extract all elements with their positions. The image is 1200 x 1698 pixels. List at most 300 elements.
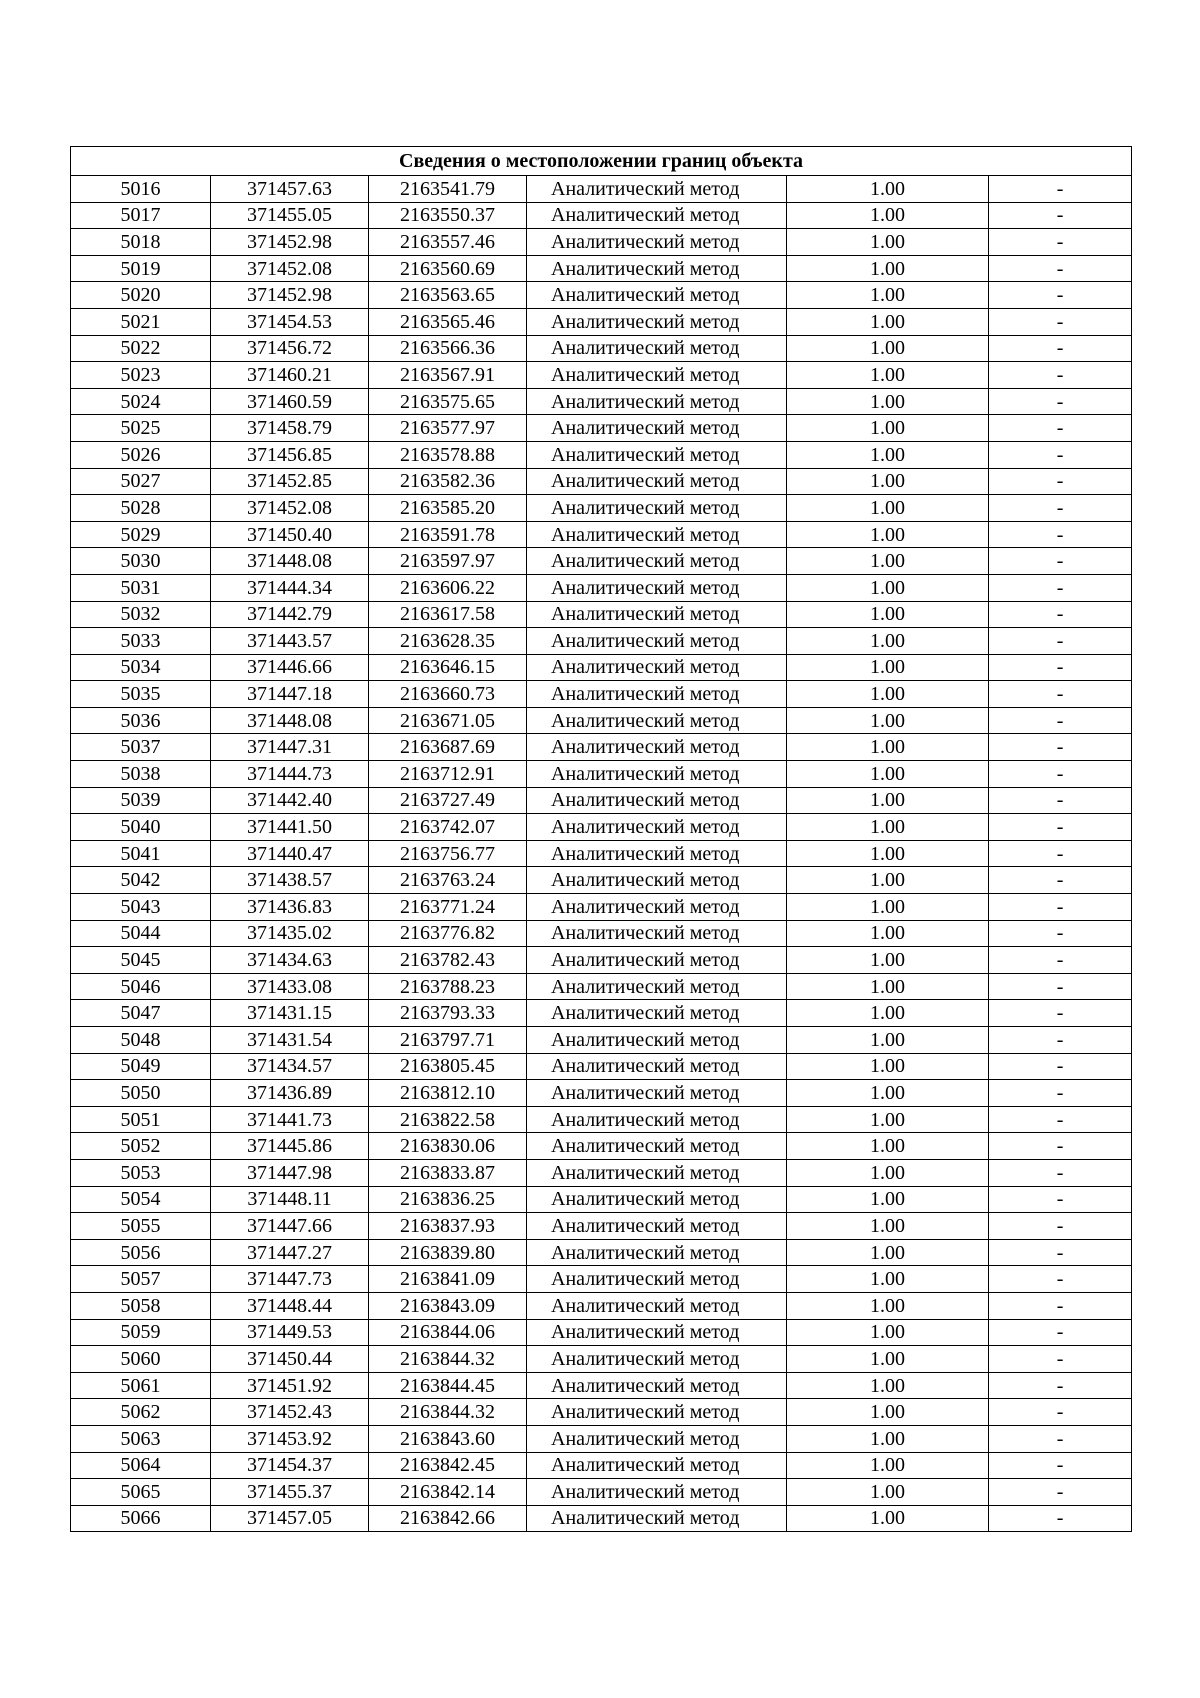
cell-method: Аналитический метод [527,1159,787,1186]
cell-y-coordinate: 2163560.69 [369,255,527,282]
cell-accuracy: 1.00 [787,840,989,867]
table-row [71,308,1132,335]
cell-accuracy: 1.00 [787,1372,989,1399]
cell-method: Аналитический метод [527,654,787,681]
cell-description: - [989,574,1132,601]
cell-y-coordinate: 2163812.10 [369,1080,527,1107]
cell-description: - [989,308,1132,335]
cell-x-coordinate: 371447.31 [211,734,369,761]
cell-method: Аналитический метод [527,574,787,601]
cell-x-coordinate: 371435.02 [211,920,369,947]
cell-point-number: 5028 [71,495,211,522]
cell-point-number: 5016 [71,176,211,203]
cell-description: - [989,1346,1132,1373]
cell-method: Аналитический метод [527,441,787,468]
cell-method: Аналитический метод [527,521,787,548]
cell-accuracy: 1.00 [787,176,989,203]
table-row [71,1319,1132,1346]
cell-point-number: 5056 [71,1239,211,1266]
cell-x-coordinate: 371446.66 [211,654,369,681]
table-row [71,867,1132,894]
cell-method: Аналитический метод [527,1505,787,1532]
table-row [71,1399,1132,1426]
cell-x-coordinate: 371460.59 [211,388,369,415]
table-row [71,1346,1132,1373]
cell-y-coordinate: 2163830.06 [369,1133,527,1160]
table-row [71,1000,1132,1027]
cell-accuracy: 1.00 [787,1159,989,1186]
cell-point-number: 5057 [71,1266,211,1293]
cell-y-coordinate: 2163844.45 [369,1372,527,1399]
cell-accuracy: 1.00 [787,362,989,389]
cell-y-coordinate: 2163557.46 [369,229,527,256]
cell-x-coordinate: 371456.85 [211,441,369,468]
cell-x-coordinate: 371433.08 [211,973,369,1000]
cell-x-coordinate: 371444.73 [211,761,369,788]
cell-method: Аналитический метод [527,229,787,256]
cell-point-number: 5045 [71,947,211,974]
cell-point-number: 5034 [71,654,211,681]
cell-method: Аналитический метод [527,1239,787,1266]
table-row [71,1239,1132,1266]
cell-method: Аналитический метод [527,1425,787,1452]
cell-y-coordinate: 2163712.91 [369,761,527,788]
cell-x-coordinate: 371443.57 [211,628,369,655]
table-row [71,255,1132,282]
cell-method: Аналитический метод [527,734,787,761]
cell-point-number: 5025 [71,415,211,442]
cell-description: - [989,202,1132,229]
cell-accuracy: 1.00 [787,1080,989,1107]
cell-description: - [989,734,1132,761]
table-body [71,147,1132,1532]
cell-method: Аналитический метод [527,1133,787,1160]
cell-point-number: 5046 [71,973,211,1000]
cell-y-coordinate: 2163660.73 [369,681,527,708]
cell-x-coordinate: 371438.57 [211,867,369,894]
cell-x-coordinate: 371454.53 [211,308,369,335]
cell-y-coordinate: 2163843.60 [369,1425,527,1452]
table-row [71,415,1132,442]
cell-method: Аналитический метод [527,495,787,522]
cell-accuracy: 1.00 [787,1053,989,1080]
cell-accuracy: 1.00 [787,973,989,1000]
cell-method: Аналитический метод [527,335,787,362]
cell-point-number: 5060 [71,1346,211,1373]
cell-accuracy: 1.00 [787,1027,989,1054]
cell-description: - [989,1425,1132,1452]
cell-x-coordinate: 371452.08 [211,255,369,282]
cell-accuracy: 1.00 [787,495,989,522]
cell-accuracy: 1.00 [787,787,989,814]
cell-y-coordinate: 2163837.93 [369,1213,527,1240]
table-row [71,1213,1132,1240]
cell-y-coordinate: 2163742.07 [369,814,527,841]
cell-accuracy: 1.00 [787,388,989,415]
cell-description: - [989,814,1132,841]
table-row [71,1133,1132,1160]
cell-method: Аналитический метод [527,1372,787,1399]
cell-point-number: 5064 [71,1452,211,1479]
cell-point-number: 5036 [71,707,211,734]
cell-method: Аналитический метод [527,920,787,947]
cell-method: Аналитический метод [527,707,787,734]
cell-description: - [989,1027,1132,1054]
cell-method: Аналитический метод [527,1452,787,1479]
cell-accuracy: 1.00 [787,229,989,256]
cell-accuracy: 1.00 [787,548,989,575]
cell-y-coordinate: 2163606.22 [369,574,527,601]
cell-method: Аналитический метод [527,388,787,415]
cell-accuracy: 1.00 [787,441,989,468]
cell-accuracy: 1.00 [787,1425,989,1452]
cell-description: - [989,1479,1132,1506]
cell-y-coordinate: 2163628.35 [369,628,527,655]
cell-y-coordinate: 2163575.65 [369,388,527,415]
cell-x-coordinate: 371431.54 [211,1027,369,1054]
cell-description: - [989,1239,1132,1266]
cell-y-coordinate: 2163566.36 [369,335,527,362]
cell-x-coordinate: 371447.27 [211,1239,369,1266]
table-row [71,548,1132,575]
cell-x-coordinate: 371452.08 [211,495,369,522]
cell-x-coordinate: 371452.98 [211,282,369,309]
cell-method: Аналитический метод [527,867,787,894]
cell-point-number: 5021 [71,308,211,335]
table-row [71,1053,1132,1080]
cell-point-number: 5050 [71,1080,211,1107]
cell-x-coordinate: 371452.85 [211,468,369,495]
cell-method: Аналитический метод [527,468,787,495]
cell-y-coordinate: 2163841.09 [369,1266,527,1293]
cell-accuracy: 1.00 [787,1106,989,1133]
table-row [71,441,1132,468]
cell-y-coordinate: 2163776.82 [369,920,527,947]
cell-accuracy: 1.00 [787,628,989,655]
cell-y-coordinate: 2163839.80 [369,1239,527,1266]
cell-x-coordinate: 371445.86 [211,1133,369,1160]
cell-method: Аналитический метод [527,628,787,655]
table-row [71,1372,1132,1399]
cell-point-number: 5040 [71,814,211,841]
cell-method: Аналитический метод [527,415,787,442]
table-row [71,654,1132,681]
cell-x-coordinate: 371447.66 [211,1213,369,1240]
cell-x-coordinate: 371436.89 [211,1080,369,1107]
cell-x-coordinate: 371452.43 [211,1399,369,1426]
cell-y-coordinate: 2163756.77 [369,840,527,867]
cell-description: - [989,1053,1132,1080]
cell-y-coordinate: 2163822.58 [369,1106,527,1133]
cell-description: - [989,176,1132,203]
cell-description: - [989,787,1132,814]
cell-x-coordinate: 371448.08 [211,707,369,734]
table-row [71,362,1132,389]
cell-y-coordinate: 2163577.97 [369,415,527,442]
cell-accuracy: 1.00 [787,335,989,362]
cell-x-coordinate: 371448.11 [211,1186,369,1213]
cell-description: - [989,1292,1132,1319]
cell-description: - [989,362,1132,389]
cell-point-number: 5038 [71,761,211,788]
table-row [71,282,1132,309]
cell-y-coordinate: 2163844.32 [369,1399,527,1426]
cell-y-coordinate: 2163771.24 [369,894,527,921]
cell-x-coordinate: 371452.98 [211,229,369,256]
cell-description: - [989,654,1132,681]
cell-point-number: 5048 [71,1027,211,1054]
table-row [71,973,1132,1000]
table-row [71,1159,1132,1186]
cell-accuracy: 1.00 [787,814,989,841]
cell-accuracy: 1.00 [787,1000,989,1027]
table-row [71,1479,1132,1506]
cell-description: - [989,920,1132,947]
table-row [71,707,1132,734]
cell-method: Аналитический метод [527,1399,787,1426]
cell-description: - [989,1266,1132,1293]
cell-description: - [989,894,1132,921]
cell-description: - [989,1159,1132,1186]
cell-method: Аналитический метод [527,814,787,841]
cell-point-number: 5027 [71,468,211,495]
cell-x-coordinate: 371455.37 [211,1479,369,1506]
cell-x-coordinate: 371457.05 [211,1505,369,1532]
table-row [71,1027,1132,1054]
cell-accuracy: 1.00 [787,1505,989,1532]
cell-point-number: 5052 [71,1133,211,1160]
cell-point-number: 5053 [71,1159,211,1186]
cell-method: Аналитический метод [527,176,787,203]
cell-x-coordinate: 371455.05 [211,202,369,229]
cell-y-coordinate: 2163585.20 [369,495,527,522]
cell-x-coordinate: 371456.72 [211,335,369,362]
cell-description: - [989,1133,1132,1160]
cell-point-number: 5042 [71,867,211,894]
table-row [71,521,1132,548]
table-title: Сведения о местоположении границ объекта [71,147,1132,176]
cell-point-number: 5062 [71,1399,211,1426]
cell-description: - [989,947,1132,974]
cell-point-number: 5065 [71,1479,211,1506]
table-row [71,229,1132,256]
cell-method: Аналитический метод [527,1213,787,1240]
cell-accuracy: 1.00 [787,574,989,601]
cell-point-number: 5058 [71,1292,211,1319]
cell-accuracy: 1.00 [787,867,989,894]
cell-description: - [989,1319,1132,1346]
cell-point-number: 5054 [71,1186,211,1213]
cell-accuracy: 1.00 [787,894,989,921]
cell-point-number: 5019 [71,255,211,282]
cell-y-coordinate: 2163763.24 [369,867,527,894]
cell-y-coordinate: 2163782.43 [369,947,527,974]
cell-y-coordinate: 2163565.46 [369,308,527,335]
cell-point-number: 5023 [71,362,211,389]
cell-x-coordinate: 371457.63 [211,176,369,203]
cell-accuracy: 1.00 [787,761,989,788]
cell-method: Аналитический метод [527,1292,787,1319]
cell-x-coordinate: 371453.92 [211,1425,369,1452]
cell-x-coordinate: 371454.37 [211,1452,369,1479]
cell-x-coordinate: 371441.50 [211,814,369,841]
cell-point-number: 5043 [71,894,211,921]
cell-method: Аналитический метод [527,761,787,788]
cell-y-coordinate: 2163797.71 [369,1027,527,1054]
cell-x-coordinate: 371442.40 [211,787,369,814]
cell-method: Аналитический метод [527,1106,787,1133]
table-row [71,574,1132,601]
cell-accuracy: 1.00 [787,308,989,335]
cell-method: Аналитический метод [527,840,787,867]
boundary-coordinates-table [70,146,1132,1532]
cell-accuracy: 1.00 [787,521,989,548]
table-row [71,1266,1132,1293]
cell-point-number: 5035 [71,681,211,708]
table-row [71,388,1132,415]
table-row [71,628,1132,655]
cell-method: Аналитический метод [527,202,787,229]
cell-point-number: 5055 [71,1213,211,1240]
cell-accuracy: 1.00 [787,1346,989,1373]
cell-y-coordinate: 2163836.25 [369,1186,527,1213]
cell-accuracy: 1.00 [787,282,989,309]
cell-accuracy: 1.00 [787,415,989,442]
cell-y-coordinate: 2163582.36 [369,468,527,495]
table-row [71,495,1132,522]
cell-point-number: 5051 [71,1106,211,1133]
cell-point-number: 5017 [71,202,211,229]
cell-method: Аналитический метод [527,255,787,282]
table-row [71,681,1132,708]
cell-accuracy: 1.00 [787,707,989,734]
cell-point-number: 5031 [71,574,211,601]
cell-method: Аналитический метод [527,973,787,1000]
cell-description: - [989,1106,1132,1133]
cell-y-coordinate: 2163842.14 [369,1479,527,1506]
cell-x-coordinate: 371448.08 [211,548,369,575]
cell-y-coordinate: 2163805.45 [369,1053,527,1080]
cell-point-number: 5033 [71,628,211,655]
table-row [71,761,1132,788]
cell-method: Аналитический метод [527,1027,787,1054]
cell-y-coordinate: 2163833.87 [369,1159,527,1186]
cell-description: - [989,840,1132,867]
table-row [71,920,1132,947]
cell-y-coordinate: 2163793.33 [369,1000,527,1027]
cell-description: - [989,495,1132,522]
cell-x-coordinate: 371450.40 [211,521,369,548]
cell-method: Аналитический метод [527,894,787,921]
cell-method: Аналитический метод [527,1266,787,1293]
cell-description: - [989,1372,1132,1399]
cell-description: - [989,601,1132,628]
cell-point-number: 5059 [71,1319,211,1346]
cell-accuracy: 1.00 [787,1239,989,1266]
cell-x-coordinate: 371431.15 [211,1000,369,1027]
cell-description: - [989,255,1132,282]
cell-y-coordinate: 2163671.05 [369,707,527,734]
cell-y-coordinate: 2163597.97 [369,548,527,575]
table-row [71,1106,1132,1133]
table-row [71,335,1132,362]
cell-description: - [989,628,1132,655]
cell-y-coordinate: 2163727.49 [369,787,527,814]
cell-point-number: 5029 [71,521,211,548]
cell-y-coordinate: 2163567.91 [369,362,527,389]
cell-description: - [989,441,1132,468]
cell-point-number: 5044 [71,920,211,947]
table-row [71,601,1132,628]
cell-y-coordinate: 2163844.32 [369,1346,527,1373]
cell-method: Аналитический метод [527,947,787,974]
cell-description: - [989,521,1132,548]
cell-accuracy: 1.00 [787,1292,989,1319]
cell-y-coordinate: 2163843.09 [369,1292,527,1319]
table-row [71,814,1132,841]
cell-accuracy: 1.00 [787,734,989,761]
cell-point-number: 5066 [71,1505,211,1532]
cell-x-coordinate: 371458.79 [211,415,369,442]
table-row [71,202,1132,229]
cell-method: Аналитический метод [527,1479,787,1506]
cell-point-number: 5037 [71,734,211,761]
cell-description: - [989,468,1132,495]
cell-description: - [989,548,1132,575]
table-row [71,1186,1132,1213]
cell-accuracy: 1.00 [787,920,989,947]
cell-description: - [989,761,1132,788]
table-title-row [71,147,1132,176]
cell-method: Аналитический метод [527,1186,787,1213]
table-row [71,1452,1132,1479]
cell-y-coordinate: 2163541.79 [369,176,527,203]
cell-x-coordinate: 371434.63 [211,947,369,974]
cell-description: - [989,415,1132,442]
cell-x-coordinate: 371444.34 [211,574,369,601]
cell-point-number: 5049 [71,1053,211,1080]
cell-method: Аналитический метод [527,362,787,389]
cell-x-coordinate: 371460.21 [211,362,369,389]
cell-description: - [989,1452,1132,1479]
cell-x-coordinate: 371447.98 [211,1159,369,1186]
cell-x-coordinate: 371441.73 [211,1106,369,1133]
cell-point-number: 5032 [71,601,211,628]
cell-description: - [989,282,1132,309]
cell-x-coordinate: 371451.92 [211,1372,369,1399]
table-row [71,468,1132,495]
cell-accuracy: 1.00 [787,1213,989,1240]
cell-method: Аналитический метод [527,601,787,628]
table-row [71,947,1132,974]
cell-description: - [989,1186,1132,1213]
cell-x-coordinate: 371447.73 [211,1266,369,1293]
cell-description: - [989,973,1132,1000]
cell-accuracy: 1.00 [787,1266,989,1293]
cell-x-coordinate: 371450.44 [211,1346,369,1373]
cell-x-coordinate: 371447.18 [211,681,369,708]
table-row [71,1505,1132,1532]
table-row [71,1080,1132,1107]
cell-accuracy: 1.00 [787,1186,989,1213]
cell-description: - [989,681,1132,708]
cell-accuracy: 1.00 [787,468,989,495]
cell-method: Аналитический метод [527,548,787,575]
table-row [71,1425,1132,1452]
cell-description: - [989,229,1132,256]
cell-y-coordinate: 2163842.66 [369,1505,527,1532]
table-row [71,1292,1132,1319]
